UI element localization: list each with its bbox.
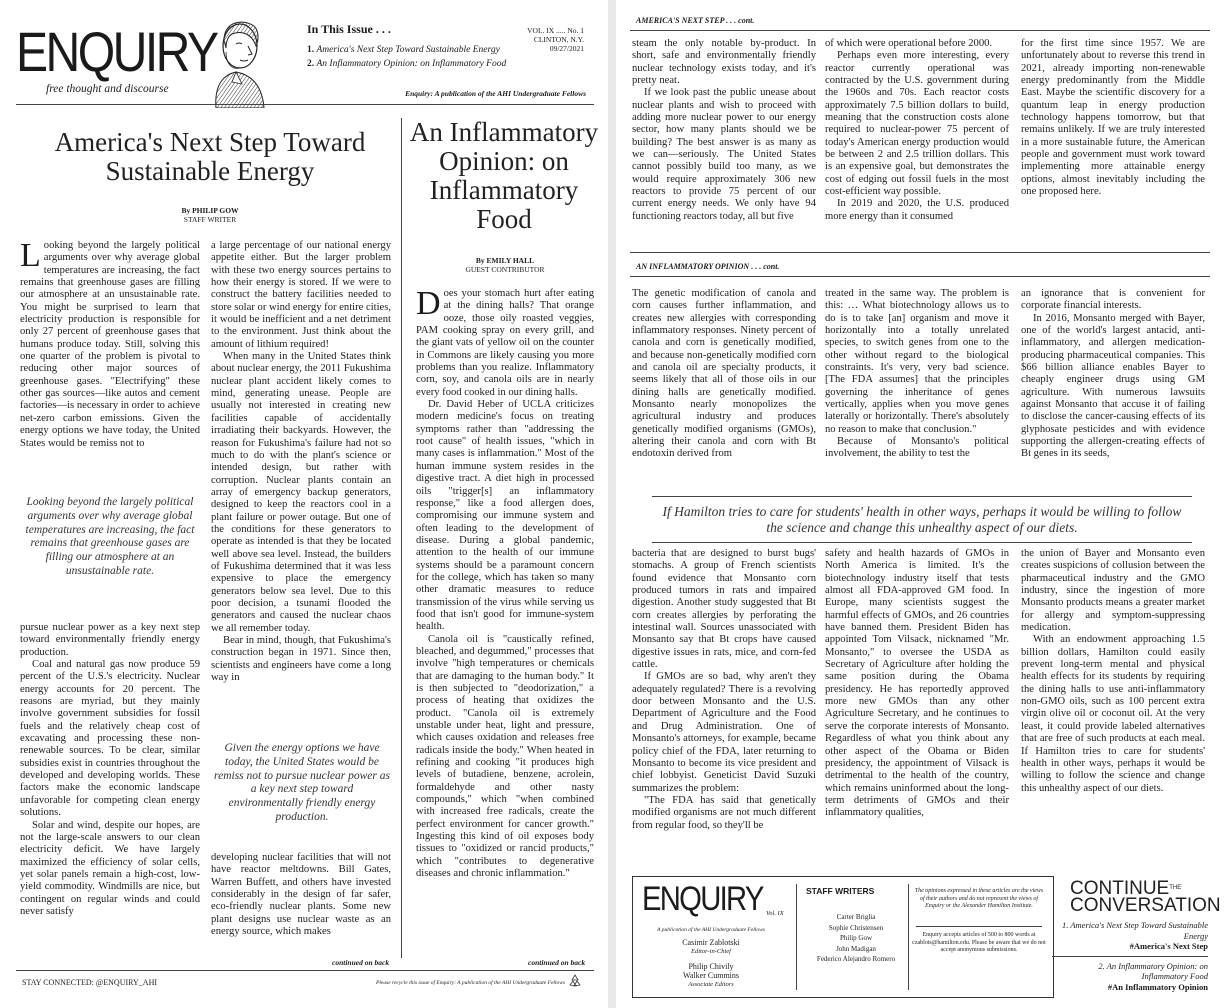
article1-author: PHILIP GOW: [192, 206, 239, 215]
associate-editor: Walker Cummins: [682, 971, 739, 980]
hamilton-portrait-icon: [196, 12, 280, 108]
article1-role: STAFF WRITER: [183, 215, 237, 224]
article2-continued: continued on back: [528, 958, 586, 967]
article2-role: GUEST CONTRIBUTOR: [465, 265, 545, 274]
place: CLINTON, N.Y.: [533, 35, 584, 44]
pull-quote-1: Looking beyond the largely political arguments over why average global temperatures are increasing, the fact remains that greenhouse gases are filling our atmosphere at an unsustainable rate.: [25, 496, 195, 577]
running-head-1: AMERICA'S NEXT STEP . . . cont.: [636, 16, 755, 25]
article1-col2-top: a large percentage of our national energy appetite either. But the larger problem with these two energy sources pertains to how their energy is stored. If we were to construct the battery facilities needed to store solar or wind energy for entire cities, it would be inefficient and a net detriment to the environment. Just think about the amount of lithium required! When many in the United States think about nuclear energy, the 2011 Fukushima nuclear plant accident likely comes to mind, generating unease. People are usually not interested in creating new facilities capable of accidentally irradiating their backyards. However, the reason for Fukushima's failure had not so much to do with the plant's science or intended design, but rather with corruption. Nuclear plants contain an array of emergency backup generators, designed to keep the reactors cool in a plant failure or power outage. But one of the conditions for these generators to operate as intended is that they be located well above sea level. Instead, the builders of Fukushima determined that it was less expensive to place the emergency generators below sea level. Due to this poor decision, a tsunami flooded the generators and caused the nuclear chaos we all remember today. Bear in mind, though, that Fukushima's construction began in 1971. Since then, scientists and engineers have come a long way in: [211, 240, 391, 684]
associate-editor: Philip Chivily: [688, 962, 734, 971]
article1-continued: continued on back: [332, 958, 390, 967]
section-rule: [630, 252, 1210, 253]
publication-line: Enquiry: A publication of the AHI Undergraduate Fellows: [405, 89, 586, 98]
masthead-rule: [16, 104, 594, 105]
toc-item[interactable]: [307, 44, 517, 56]
hashtag: #An Inflammatory Opinion: [1107, 981, 1208, 992]
toc-item[interactable]: [307, 58, 517, 70]
footer-rule: [16, 970, 594, 971]
staff-name: Federico Alejandro Romero: [816, 955, 896, 963]
a1-cont-col1: steam the only notable by-product. In short, safe and environmentally friendly nuclear technology exists today, and it's pretty neat. If we look past the public unease about nuclear plants and wish to proceed with adding more nuclear power to our energy sector, how many plants should we be building? The best answer is as many as we can—seriously. The United States cannot possibly build too many, as we would require approximately 306 new reactors to provide 75 percent of our current energy needs. We only have 94 functioning reactors today, all but five: [632, 38, 816, 222]
a2-low-col3: the union of Bayer and Monsanto even creates suspicions of collusion between the pharmaceutical industry and the GMO industry, since the ingestion of more Monsanto products means a greater market for allergy and symptom-suppressing medication. With an endowment approaching 1.5 billion dollars, Hamilton could easily prevent long-term mental and physical health effects for its students by requiring the dining halls to use anti-inflammatory non-GMO oils, such as 100 percent extra virgin olive oil or coconut oil. At the very least, it could provide labeled alternatives that are free of such products at each meal. If Hamilton tries to care for students' health in other ways, perhaps it would be willing to follow the science and change this unhealthy aspect of our diets.: [1021, 548, 1205, 794]
editor-block: [636, 938, 786, 989]
continue-title: [1070, 880, 1221, 914]
mini-vol: Vol. IX: [766, 910, 784, 917]
back-page: [612, 0, 1224, 1008]
toc-heading: In This Issue . . .: [307, 22, 391, 36]
running-rule-2: [630, 276, 1210, 277]
recycle-icon: [568, 974, 582, 988]
masthead-title: ENQUIRY: [16, 20, 217, 83]
dropcap: D: [416, 288, 441, 322]
hashtag-item[interactable]: 2. An Inflammatory Opinion: on Inflammatory Food #An Inflammatory Opinion: [1098, 960, 1208, 992]
continue-the: THE: [1169, 885, 1182, 891]
a2-cont-col1: The genetic modification of canola and corn causes further inflammation, and creates new allergies with corresponding inflammatory responses. Ninety percent of canola and corn is genetically modified, and because non-genetically modified corn and canola oil are specialty products, it seems likely that all of those oils in our dining halls are genetically modified. Monsanto nearly monopolizes the agricultural industry and produces genetically modified organisms (GMOs), altering their canola and corn with Bt endotoxin derived from: [632, 288, 816, 460]
staff-name: John Madigan: [836, 944, 876, 953]
staff-name: Philip Gow: [839, 934, 873, 942]
a2-low-col1: bacteria that are designed to burst bugs' stomachs. A group of French scientists found evidence that Monsanto corn produced tumors in rats and impaired digestion. Another study suggested that Bt corn creates allergies by perforating the intestinal wall. Sources unassociated with Monsanto say that Bt crops have caused digestive issues in rats, mice, and corn-fed cattle. If GMOs are so bad, why aren't they adequately regulated? There is a revolving door between Monsanto and the U.S. Department of Agriculture and the Food and Drug Administration. One of Monsanto's attorneys, for example, became policy chief of the FDA, later returning to Monsanto to become its vice president and chief lobbyist. Geneticist David Suzuki summarizes the problem: "The FDA has said that genetically modified organisms are not much different from regular food, so they'll be: [632, 548, 816, 831]
staff-name: Carter Briglia: [836, 913, 876, 921]
staff-heading: STAFF WRITERS: [806, 886, 875, 896]
a2-low-col2: safety and health hazards of GMOs in North America is limited. It's the biotechnology industry itself that tests almost all FDA-approved GM food. In Europe, many scientists suggest the harmful effects of GMOs, and 26 countries have banned them. President Biden has appointed Tom Vilsack, nicknamed "Mr. Monsanto," to oversee the USDA as Secretary of Agriculture after holding the same position during the Obama presidency. He has reportedly approved more new GMOs than any other Agriculture Secretary, and he continues to serve the corporate interests of Monsanto. Regardless of what you think about any other aspect of the Obama or Biden presidency, the appointment of Vilsack is detrimental to the health of the country, which remains uninformed about the long-term detriments of GMOs and their inflammatory qualities,: [825, 548, 1009, 819]
continue-line2: CONVERSATION: [1070, 895, 1221, 916]
editor-name: Casimir Zablotski: [682, 938, 740, 947]
article1-byline: By PHILIP GOW STAFF WRITER: [181, 206, 239, 224]
a1-cont-col3: for the first time since 1957. We are unfortunately about to reverse this trend in 2021, already importing non-renewable energy predominantly from the Middle East. Maybe the scientific discovery for a quantum leap in energy production technology happens tomorrow, but that remains unlikely. If we are truly interested in a more sustainable future, the American people and government must work toward implementing more attainable energy options, almost inevitably including the one proposed here.: [1021, 38, 1205, 198]
continue-list: [1052, 920, 1208, 992]
social-handle[interactable]: STAY CONNECTED: @ENQUIRY_AHI: [22, 978, 158, 987]
table-of-contents: [307, 44, 517, 72]
pull-rule-top: [652, 496, 1192, 497]
recycle-notice: Please recycle this issue of Enquiry: A publication of the AHI Undergraduate Fellows: [376, 980, 566, 986]
box-divider: [796, 884, 797, 990]
article2-author: EMILY HALL: [486, 256, 535, 265]
pull-quote-2: Given the energy options we have today, the United States would be remiss not to pursue nuclear power as a key next step toward environmentally friendly energy production.: [214, 742, 390, 823]
column-divider: [401, 118, 402, 958]
hashtag: #America's Next Step: [1129, 941, 1208, 951]
running-head-2: AN INFLAMMATORY OPINION . . . cont.: [636, 262, 780, 271]
article1-headline: America's Next Step Toward Sustainable Energy: [54, 127, 366, 187]
dropcap: L: [20, 240, 41, 274]
masthead-tagline: free thought and discourse: [46, 83, 169, 95]
mini-pub: A publication of the AHI Undergraduate Fellows: [657, 927, 765, 933]
issue-info: [520, 26, 584, 53]
opinions-disclaimer: The opinions expressed in these articles are the views of their authors and do not represent the views of Enquiry or the Alexander Hamilton Institute.: [914, 888, 1044, 909]
mini-masthead-title: ENQUIRY: [642, 880, 763, 918]
article1-col2-bottom: developing nuclear facilities that will not have reactor meltdowns. Bill Gates, Warren Buffett, and others have invested considerably in the design of far safer, eco-friendly nuclear plants. Some new plant designs use nuclear waste as an energy source, which makes: [211, 852, 391, 938]
continue-line1: CONTINUE: [1070, 878, 1170, 899]
article2-byline: By EMILY HALL GUEST CONTRIBUTOR: [465, 256, 545, 274]
toc-title: An Inflammatory Opinion: on Inflammatory Food: [316, 59, 507, 69]
list-rule: [1052, 956, 1208, 957]
volume: VOL. IX ..... No. 1: [527, 26, 584, 35]
running-rule-1: [630, 30, 1210, 31]
box-divider: [908, 884, 909, 990]
article2-headline: An Inflammatory Opinion: on Inflammatory Food: [409, 117, 599, 235]
toc-number: 1.: [307, 45, 315, 55]
toc-number: 2.: [307, 59, 315, 69]
a2-cont-col2: treated in the same way. The problem is this: … What biotechnology allows us to do is to take [an] organism and move it horizontally into a totally unrelated species, to switch genes from one to the other without regard to the biological constraints. It's very, very bad science. [The FDA assumes] that the principles governing the inheritance of genes vertically, applies when you move genes laterally or horizontally. There's absolutely no reason to make that conclusion." Because of Monsanto's political involvement, the ability to test the: [825, 288, 1009, 460]
article1-col1-bottom: pursue nuclear power as a key next step toward environmentally friendly energy production. Coal and natural gas now produce 59 percent of the U.S.'s electricity. Nuclear energy accounts for 20 percent. The reasons are myriad, but they mainly involve government subsidies for fossil fuels and the relatively cheap cost of excavating and processing these non-renewable sources. To be clear, similar subsidies exist in countries throughout the developed and developing worlds. These factors make the economic landscape unfavorable for competing clean energy solutions. Solar and wind, despite our hopes, are not the large-scale answers to our clean electricity deficit. We have largely maximized the efficiency of solar cells, yet solar panels remain a high-cost, low-yield commodity. Windmills are nice, but contingent on regular winds and could never satisfy: [20, 622, 200, 917]
a2-cont-col3: an ignorance that is convenient for corporate financial interests. In 2016, Monsanto merged with Bayer, one of the world's largest antacid, anti-inflammatory, and allergen medication-producing pharmaceutical companies. This $66 billion alliance enables Bayer to cheaply engineer drugs using GM agriculture. With numerous lawsuits against Monsanto that accuse it of failing to disclose the cancer-causing effects of its glyphosate pesticides and with evidence supporting the allergen-creating effects of Bt genes in its seeds,: [1021, 288, 1205, 460]
disclaimer-rule: [916, 926, 1042, 927]
pull-quote-3: If Hamilton tries to care for students' health in other ways, perhaps it would be willing to follow the science and change this unhealthy aspect of our diets.: [662, 504, 1182, 535]
a1-cont-col2: of which were operational before 2000. Perhaps even more interesting, every reactor currently operational was contracted by the U.S. government during the 1960s and 70s. Each reactor costs approximately 7.5 billion dollars to build, meaning that the construction costs alone required to nuclear-power 75 percent of today's American energy production would be between 2 and 2.5 trillion dollars. This is an expensive goal, but demonstrates the cost of edging out fossil fuels in the most cost-efficient way possible. In 2019 and 2020, the U.S. produced more energy than it consumed: [825, 38, 1009, 222]
pull-rule-bottom: [652, 542, 1192, 543]
issue-date: 09/27/2021: [549, 44, 584, 53]
staff-list: [800, 912, 912, 965]
hashtag-item[interactable]: 1. America's Next Step Toward Sustainable Energy #America's Next Step: [1061, 920, 1208, 951]
staff-name: Sophie Christensen: [828, 923, 884, 932]
associate-role: Associate Editors: [688, 981, 734, 988]
submissions-notice[interactable]: Enquiry accepts articles of 500 to 800 words at czablots@hamilton.edu. Please be aware that we do not accept anonymous submissions.: [912, 932, 1046, 953]
article2-column: Does your stomach hurt after eating at the dining halls? That orange ooze, those oily roasted veggies, PAM cooking spray on every grill, and the giant vats of yellow oil on the counter in Commons are likely causing you more problems than you realize. Inflammatory corn, soy, and canola oils are in nearly every food cooked in our dining halls. Dr. David Heber of UCLA criticizes modern medicine's focus on treating symptoms rather than "addressing the root cause" of health issues, "which in many cases is inflammation." Most of the human immune system resides in the digestive tract. A diet high in processed oils "trigger[s] an inflammatory response," like a food allergen does, compromising our immune system and often leading to the development of disease. During a global pandemic, attention to the health of our immune systems should be a paramount concern for the college, which has taken so many other dramatic measures to reduce transmission of the virus while serving us food that isn't good for immune-system health. Canola oil is "caustically refined, bleached, and degummed," processes that involve "high temperatures or chemicals that are damaging to the human body." It is then subjected to "deodorization," a process of heating that oxidizes the product. "Canola oil is extremely unstable under heat, light and pressure, which causes oxidation and releases free radicals inside the body." When heated in refining and cooking "it produces high levels of butadiene, benzene, acrolein, formaldehyde and other nasty compounds," which "when combined with increased free radicals, create the perfect environment for cancer growth." Ingesting this kind of oil exposes body tissues to "oxidized or rancid products," which "contributes to degenerative diseases and chronic inflammation.": [416, 288, 594, 880]
article1-col1-top: Looking beyond the largely political arguments over why average global temperatures are increasing, the fact remains that greenhouse gases are filling our atmosphere at an unsustainable rate. You might be surprised to learn that electricity production is responsible for only 27 percent of greenhouse gases that humans produce today. Still, solving this one quarter of the problem is pivotal to reducing other major sources of greenhouse gases. "Electrifying" these other gas sources—like autos and cement factories—is necessary in order to achieve net-zero carbon emissions. Given the energy options we have today, the United States would be remiss not to: [20, 240, 200, 449]
editor-role: Editor-in-Chief: [691, 948, 731, 955]
toc-title: America's Next Step Toward Sustainable Energy: [316, 45, 500, 55]
